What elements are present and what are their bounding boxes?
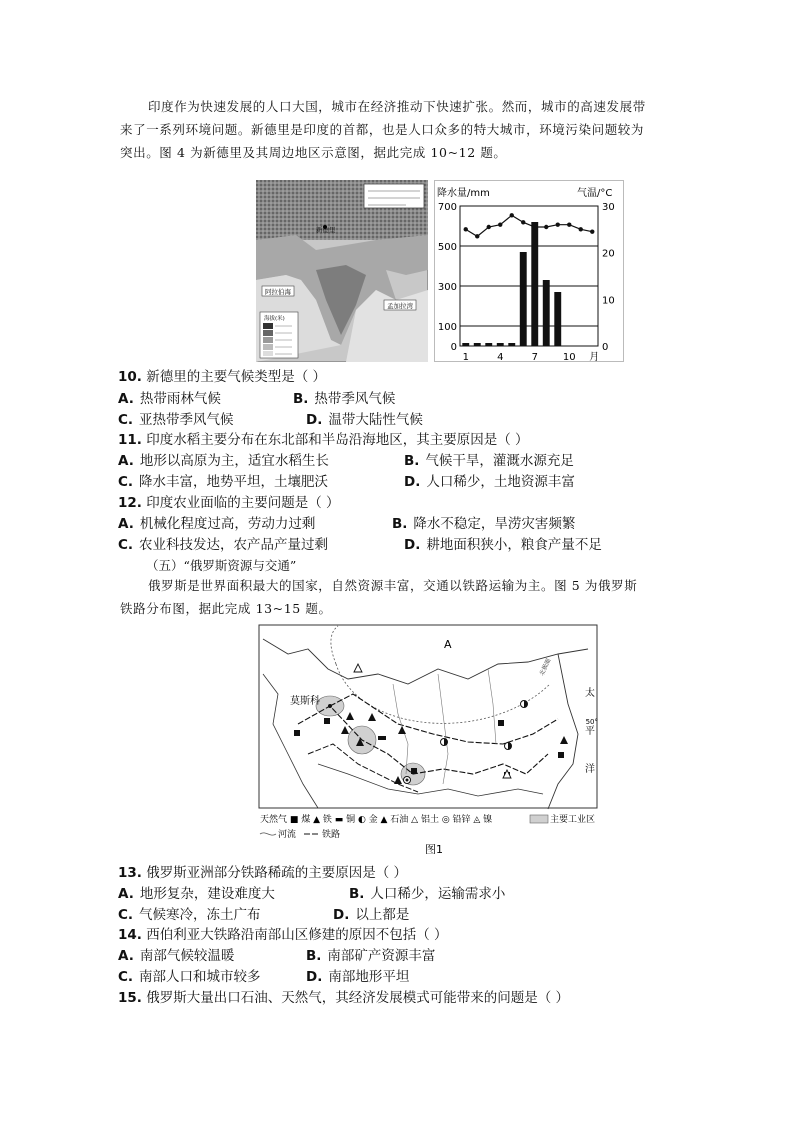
question-11-option-d[interactable]: D. 人口稀少，土地资源丰富 — [404, 474, 575, 490]
question-14-option-a-text: 南部气候较温暖 — [139, 948, 235, 964]
legend-river-swatch — [260, 833, 276, 835]
question-10-stem: 新德里的主要气候类型是（ ） — [146, 369, 327, 385]
question-12-option-d[interactable]: D. 耕地面积狭小，粮食产量不足 — [404, 537, 602, 553]
left-tick-label: 0 — [450, 342, 457, 353]
question-12-option-c[interactable]: C. 农业科技发达，农产品产量过剩 — [118, 537, 329, 553]
temperature-point — [487, 225, 491, 229]
moscow-marker — [328, 704, 332, 708]
label-arctic-circle: 北极圈 — [538, 657, 553, 677]
temperature-point — [464, 227, 468, 231]
temperature-point — [579, 227, 583, 231]
legend-river: 河流 — [278, 830, 297, 840]
legend-industrial-swatch — [530, 815, 548, 823]
precipitation-bar — [474, 343, 481, 346]
figure-caption: 图1 — [425, 843, 443, 854]
precipitation-bar — [554, 292, 561, 346]
question-12-option-d-text: 耕地面积狭小，粮食产量不足 — [426, 537, 602, 553]
x-tick-label: 7 — [531, 352, 538, 362]
precipitation-bar — [508, 343, 515, 346]
label-ocean-2: 平 — [585, 726, 595, 737]
label-ocean-1: 太 — [585, 688, 595, 699]
precipitation-bar — [543, 280, 550, 346]
coal-symbol — [411, 768, 417, 774]
precipitation-bar — [531, 222, 538, 346]
question-11 — [118, 430, 529, 450]
right-tick-label: 0 — [602, 342, 609, 353]
question-14-option-a[interactable]: A. 南部气候较温暖 — [118, 948, 235, 964]
left-tick-label: 700 — [437, 202, 457, 213]
x-tick-label: 1 — [462, 352, 469, 362]
question-13-option-d-text: 以上都是 — [355, 907, 410, 923]
right-tick-label: 10 — [602, 295, 615, 307]
temperature-point — [475, 234, 479, 238]
question-14 — [118, 925, 448, 945]
question-13-option-d[interactable]: D. 以上都是 — [333, 907, 410, 923]
question-10-option-b-text: 热带季风气候 — [314, 391, 396, 407]
passage-india-line3: 突出。图 4 为新德里及其周边地区示意图，据此完成 10~12 题。 — [120, 145, 507, 160]
question-14-option-c-text: 南部人口和城市较多 — [139, 969, 261, 985]
temperature-point — [498, 222, 502, 226]
legend-railway: 铁路 — [322, 830, 341, 840]
passage-russia-line2: 铁路分布图，据此完成 13~15 题。 — [120, 601, 332, 616]
question-10-option-a-text: 热带雨林气候 — [139, 391, 221, 407]
question-11-option-c-text: 降水丰富，地势平坦，土壤肥沃 — [139, 474, 329, 490]
question-10-option-b[interactable]: B. 热带季风气候 — [293, 391, 396, 407]
right-tick-label: 20 — [602, 248, 615, 260]
question-13-option-b[interactable]: B. 人口稀少，运输需求小 — [349, 886, 506, 902]
legend-symbols: 天然气 ■ 煤 ▲ 铁 ▬ 铜 ◐ 金 ▲ 石油 △ 铝土 ◎ 铅锌 ◬ 镍 — [260, 815, 493, 825]
question-10-option-c-text: 亚热带季风气候 — [139, 412, 234, 428]
question-12-option-a[interactable]: A. 机械化程度过高，劳动力过剩 — [118, 516, 316, 532]
question-11-number: 11. — [118, 432, 142, 448]
question-11-option-a[interactable]: A. 地形以高原为主，适宜水稻生长 — [118, 453, 329, 469]
question-14-option-b-text: 南部矿产资源丰富 — [327, 948, 436, 964]
question-13-option-a-text: 地形复杂，建设难度大 — [139, 886, 275, 902]
precipitation-bar — [497, 343, 504, 346]
question-12 — [118, 493, 340, 513]
copper-symbol — [378, 736, 386, 740]
left-axis-title: 降水量/mm — [437, 188, 490, 199]
question-12-option-c-text: 农业科技发达，农产品产量过剩 — [139, 537, 329, 553]
coal-symbol — [294, 730, 300, 736]
question-13-option-b-text: 人口稀少，运输需求小 — [370, 886, 506, 902]
left-tick-label: 500 — [437, 242, 457, 253]
precipitation-bar — [520, 252, 527, 346]
label-arabian-sea: 阿拉伯海 — [265, 288, 291, 296]
question-11-option-c[interactable]: C. 降水丰富，地势平坦，土壤肥沃 — [118, 474, 329, 490]
question-14-option-d-text: 南部地形平坦 — [328, 969, 410, 985]
question-10-option-c[interactable]: C. 亚热带季风气候 — [118, 412, 234, 428]
label-bay-of-bengal: 孟加拉湾 — [387, 302, 413, 310]
question-10 — [118, 367, 326, 387]
question-12-option-b[interactable]: B. 降水不稳定，旱涝灾害频繁 — [392, 516, 576, 532]
question-12-option-b-text: 降水不稳定，旱涝灾害频繁 — [413, 516, 576, 532]
passage-india-line1: 印度作为快速发展的人口大国，城市在经济推动下快速扩张。然而，城市的高速发展带 — [148, 99, 646, 114]
temperature-point — [521, 220, 525, 224]
question-13-option-a[interactable]: A. 地形复杂，建设难度大 — [118, 886, 275, 902]
precipitation-bar — [462, 343, 469, 346]
temperature-point — [544, 225, 548, 229]
temperature-point — [556, 222, 560, 226]
question-13 — [118, 863, 407, 883]
india-map — [256, 180, 428, 362]
passage-russia-line1: 俄罗斯是世界面积最大的国家，自然资源丰富，交通以铁路运输为主。图 5 为俄罗斯 — [148, 578, 638, 593]
climate-chart — [434, 180, 624, 362]
question-12-number: 12. — [118, 495, 142, 511]
left-tick-label: 100 — [437, 322, 457, 333]
question-13-option-c[interactable]: C. 气候寒冷，冻土广布 — [118, 907, 261, 923]
russia-railway-map — [258, 624, 598, 854]
question-14-option-d[interactable]: D. 南部地形平坦 — [306, 969, 410, 985]
precipitation-bar — [485, 343, 492, 346]
question-10-option-d[interactable]: D. 温带大陆性气候 — [306, 412, 423, 428]
section-5-title: （五）“俄罗斯资源与交通” — [146, 558, 297, 573]
question-14-option-c[interactable]: C. 南部人口和城市较多 — [118, 969, 261, 985]
question-11-option-b-text: 气候干旱，灌溉水源充足 — [425, 453, 574, 469]
temperature-point — [590, 229, 594, 233]
question-14-number: 14. — [118, 927, 142, 943]
coal-symbol — [324, 718, 330, 724]
question-13-option-c-text: 气候寒冷，冻土广布 — [139, 907, 261, 923]
question-13-number: 13. — [118, 865, 142, 881]
elevation-legend-title: 海拔(米) — [264, 316, 285, 322]
left-tick-label: 300 — [437, 282, 457, 293]
coal-symbol — [558, 752, 564, 758]
question-14-option-b[interactable]: B. 南部矿产资源丰富 — [306, 948, 436, 964]
temperature-point — [567, 222, 571, 226]
question-11-option-a-text: 地形以高原为主，适宜水稻生长 — [139, 453, 329, 469]
question-12-option-a-text: 机械化程度过高，劳动力过剩 — [139, 516, 316, 532]
passage-russia — [120, 574, 676, 620]
question-15-stem: 俄罗斯大量出口石油、天然气，其经济发展模式可能带来的问题是（ ） — [146, 990, 570, 1006]
right-tick-label: 30 — [602, 202, 615, 213]
label-a: A — [444, 638, 452, 651]
question-10-option-a[interactable]: A. 热带雨林气候 — [118, 391, 221, 407]
passage-india — [120, 95, 676, 164]
x-tick-label: 10 — [562, 352, 576, 362]
question-15 — [118, 988, 569, 1008]
question-12-stem: 印度农业面临的主要问题是（ ） — [146, 495, 340, 511]
x-unit-label: 月 — [589, 352, 600, 362]
question-11-stem: 印度水稻主要分布在东北部和半岛沿海地区，其主要原因是（ ） — [146, 432, 529, 448]
question-13-stem: 俄罗斯亚洲部分铁路稀疏的主要原因是（ ） — [146, 865, 408, 881]
coal-symbol — [498, 720, 504, 726]
label-latitude: 50° — [585, 718, 598, 726]
question-10-option-d-text: 温带大陆性气候 — [328, 412, 423, 428]
question-10-number: 10. — [118, 369, 142, 385]
label-new-delhi: 新德里 — [316, 226, 336, 234]
right-axis-title: 气温/°C — [577, 188, 613, 199]
temperature-point — [510, 213, 514, 217]
legend-industrial-area: 主要工业区 — [550, 815, 596, 825]
x-tick-label: 4 — [497, 352, 504, 362]
label-moscow: 莫斯科 — [290, 696, 320, 707]
question-11-option-d-text: 人口稀少，土地资源丰富 — [426, 474, 575, 490]
label-ocean-3: 洋 — [585, 764, 595, 775]
temperature-point — [533, 225, 537, 229]
question-15-number: 15. — [118, 990, 142, 1006]
question-14-stem: 西伯利亚大铁路沿南部山区修建的原因不包括（ ） — [146, 927, 448, 943]
question-11-option-b[interactable]: B. 气候干旱，灌溉水源充足 — [404, 453, 574, 469]
passage-india-line2: 来了一系列环境问题。新德里是印度的首都，也是人口众多的特大城市，环境污染问题较为 — [120, 122, 645, 137]
